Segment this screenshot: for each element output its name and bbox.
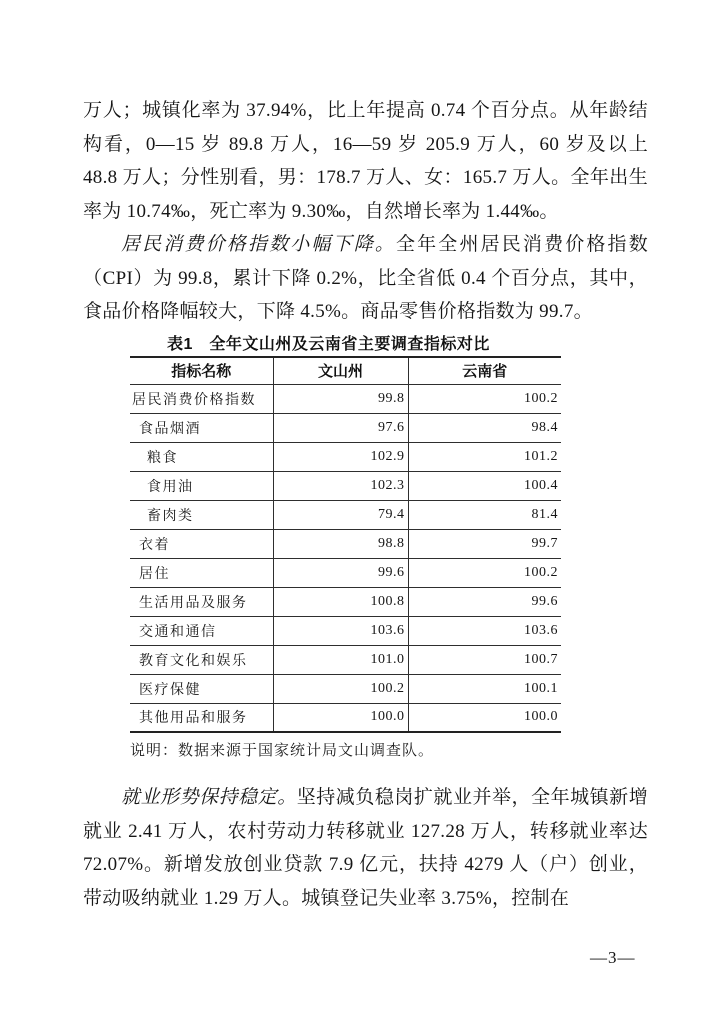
page-number: —3— — [590, 948, 636, 967]
table-row — [130, 384, 561, 413]
indicators-table — [130, 356, 561, 733]
yunnan-value: 98.4 — [408, 413, 561, 442]
indicator-name: 居住 — [130, 558, 273, 587]
paragraph-population-stats: 万人；城镇化率为 37.94%，比上年提高 0.74 个百分点。从年龄结构看，0—15 岁 89.8 万人，16—59 岁 205.9 万人，60 岁及以上 48.8 万人；分性别看，男：178.7 万人、女：165.7 万人。全年出生率为 10.74‰，死亡率为 9.30‰，自然增长率为 1.44‰。 — [83, 100, 648, 222]
table-row — [130, 500, 561, 529]
indicator-name: 食用油 — [130, 471, 273, 500]
wenshan-value: 100.2 — [273, 674, 408, 703]
indicator-name: 其他用品和服务 — [130, 703, 273, 732]
paragraph-cpi-body: 全年全州居民消费价格指数（CPI）为 99.8，累计下降 0.2%，比全省低 0.4 个百分点，其中，食品价格降幅较大，下降 4.5%。商品零售价格指数为 99.7。 — [83, 234, 648, 322]
yunnan-value: 100.1 — [408, 674, 561, 703]
table-row — [130, 558, 561, 587]
paragraph-employment-body: 坚持减负稳岗扩就业并举，全年城镇新增就业 2.41 万人，农村劳动力转移就业 127.28 万人，转移就业率达 72.07%。新增发放创业贷款 7.9 亿元，扶持 4279 人（户）创业，带动吸纳就业 1.29 万人。城镇登记失业率 3.75%，控制在 — [83, 787, 649, 909]
indicator-name: 生活用品及服务 — [130, 587, 273, 616]
indicator-name: 畜肉类 — [130, 500, 273, 529]
yunnan-value: 100.0 — [408, 703, 561, 732]
wenshan-value: 102.9 — [273, 442, 408, 471]
indicator-name: 教育文化和娱乐 — [130, 645, 273, 674]
wenshan-value: 97.6 — [273, 413, 408, 442]
table-row — [130, 413, 561, 442]
table-header-row — [130, 357, 561, 384]
yunnan-value: 101.2 — [408, 442, 561, 471]
wenshan-value: 99.6 — [273, 558, 408, 587]
table-row — [130, 645, 561, 674]
wenshan-value: 101.0 — [273, 645, 408, 674]
yunnan-value: 99.6 — [408, 587, 561, 616]
wenshan-value: 102.3 — [273, 471, 408, 500]
yunnan-value: 103.6 — [408, 616, 561, 645]
yunnan-value: 100.2 — [408, 558, 561, 587]
table-row — [130, 442, 561, 471]
yunnan-value: 81.4 — [408, 500, 561, 529]
indicator-name: 医疗保健 — [130, 674, 273, 703]
paragraph-cpi-lead: 居民消费价格指数小幅下降。 — [121, 234, 396, 255]
wenshan-value: 100.8 — [273, 587, 408, 616]
wenshan-value: 99.8 — [273, 384, 408, 413]
table-caption: 表1 全年文山州及云南省主要调查指标对比 — [167, 336, 490, 353]
table-row — [130, 703, 561, 732]
table-row — [130, 587, 561, 616]
yunnan-value: 100.7 — [408, 645, 561, 674]
table-row — [130, 674, 561, 703]
yunnan-value: 100.2 — [408, 384, 561, 413]
wenshan-value: 103.6 — [273, 616, 408, 645]
indicator-name: 交通和通信 — [130, 616, 273, 645]
table-source-note: 说明：数据来源于国家统计局文山调查队。 — [130, 743, 435, 759]
indicator-name: 食品烟酒 — [130, 413, 273, 442]
paragraph-employment-lead: 就业形势保持稳定。 — [121, 787, 297, 808]
paragraph-employment — [83, 781, 648, 915]
table-row — [130, 471, 561, 500]
yunnan-value: 99.7 — [408, 529, 561, 558]
table-row — [130, 616, 561, 645]
indicator-name: 居民消费价格指数 — [130, 384, 273, 413]
indicator-name: 粮食 — [130, 442, 273, 471]
wenshan-value: 100.0 — [273, 703, 408, 732]
yunnan-value: 100.4 — [408, 471, 561, 500]
wenshan-value: 79.4 — [273, 500, 408, 529]
indicator-name: 衣着 — [130, 529, 273, 558]
header-yunnan: 云南省 — [408, 357, 561, 384]
table-row — [130, 529, 561, 558]
header-indicator-name: 指标名称 — [130, 357, 273, 384]
header-wenshan: 文山州 — [273, 357, 408, 384]
wenshan-value: 98.8 — [273, 529, 408, 558]
paragraph-cpi — [83, 228, 648, 329]
